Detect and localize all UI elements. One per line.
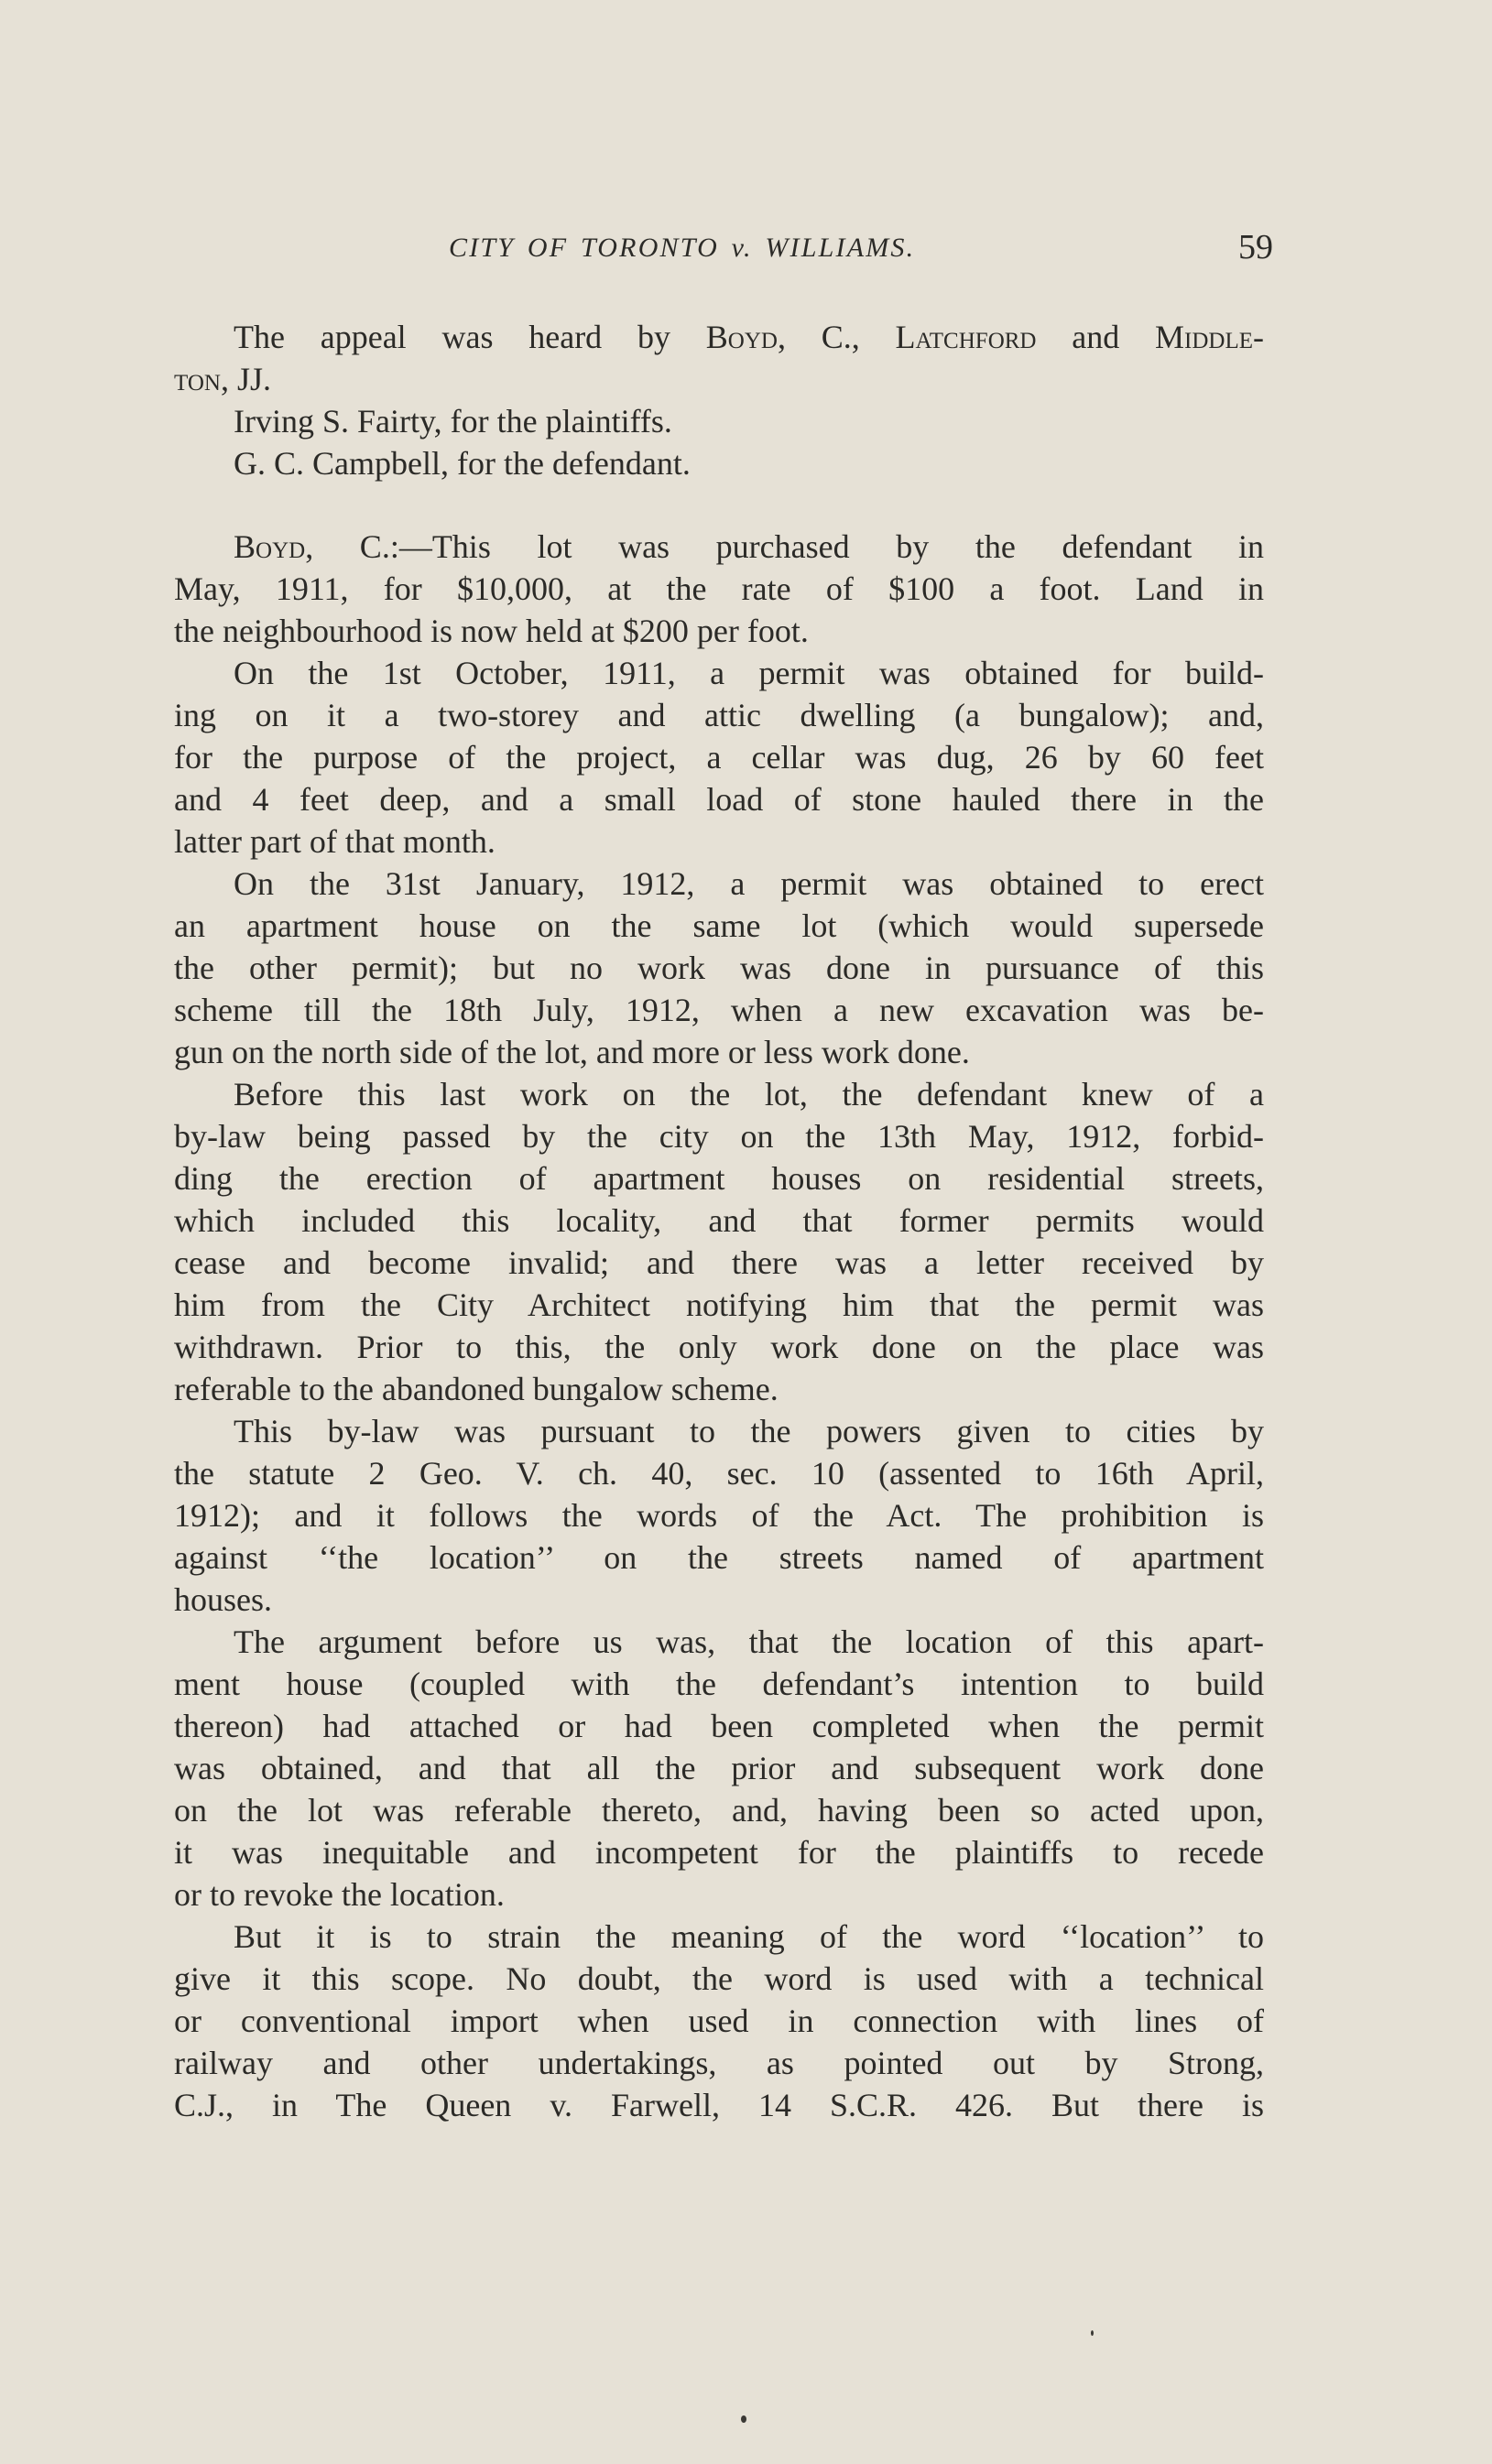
- paragraph-line: On the 31st January, 1912, a permit was obtained to erect: [234, 865, 1264, 902]
- page-number: 59: [1238, 228, 1273, 266]
- paragraph-line: ment house (coupled with the defendant’s intention to build: [174, 1666, 1264, 1702]
- judge-name: Boyd: [705, 319, 778, 355]
- paragraph-line: the other permit); but no work was done in pursuance of this: [174, 950, 1264, 986]
- paragraph-line: ing on it a two-storey and attic dwelling (a bungalow); and,: [174, 697, 1264, 733]
- paragraph-line: or conventional import when used in connection with lines of: [174, 2003, 1264, 2039]
- paragraph-line: latter part of that month.: [174, 823, 496, 860]
- paragraph-line: The argument before us was, that the location of this apart-: [234, 1623, 1264, 1660]
- paragraph-line: was obtained, and that all the prior and subsequent work done: [174, 1750, 1264, 1786]
- paragraph-line: On the 1st October, 1911, a permit was obtained for build-: [234, 655, 1264, 691]
- ink-speck: [1091, 2330, 1094, 2336]
- paragraph-line: give it this scope. No doubt, the word is used with a technical: [174, 1960, 1264, 1997]
- judge-name: ton: [174, 361, 221, 397]
- ink-speck: [741, 2415, 746, 2423]
- page-header: [174, 227, 1273, 282]
- paragraph-line: the neighbourhood is now held at $200 per foot.: [174, 613, 809, 649]
- paragraph-line: which included this locality, and that former permits would: [174, 1202, 1264, 1239]
- judge-name: Latchford: [895, 319, 1037, 355]
- judge-name: Boyd: [234, 528, 306, 565]
- counsel-defendant: G. C. Campbell, for the defendant.: [234, 445, 691, 482]
- paragraph-line: an apartment house on the same lot (which would supersede: [174, 907, 1264, 944]
- paragraph-line: May, 1911, for $10,000, at the rate of $100 a foot. Land in: [174, 570, 1264, 607]
- paragraph-line: or to revoke the location.: [174, 1876, 505, 1913]
- paragraph-line: on the lot was referable thereto, and, having been so acted upon,: [174, 1792, 1264, 1829]
- paragraph-line: withdrawn. Prior to this, the only work done on the place was: [174, 1329, 1264, 1365]
- running-title: CITY OF TORONTO v. WILLIAMS.: [449, 233, 916, 263]
- paragraph-line: scheme till the 18th July, 1912, when a new excavation was be-: [174, 992, 1264, 1028]
- paragraph-line: 1912); and it follows the words of the Act. The prohibition is: [174, 1497, 1264, 1534]
- paragraph-line: [174, 526, 1264, 568]
- text-run: , JJ.: [220, 361, 271, 397]
- counsel-plaintiffs: Irving S. Fairty, for the plaintiffs.: [234, 403, 672, 440]
- paragraph-line: cease and become invalid; and there was a letter received by: [174, 1244, 1264, 1281]
- text-run: and: [1036, 319, 1156, 355]
- paragraph-line: gun on the north side of the lot, and more or less work done.: [174, 1034, 970, 1070]
- text-run: , C.:—This lot was purchased by the defendant in: [305, 528, 1264, 565]
- text-run: The appeal was heard by: [234, 319, 706, 355]
- paragraph-line: referable to the abandoned bungalow scheme.: [174, 1371, 779, 1407]
- paragraph-line: thereon) had attached or had been completed when the permit: [174, 1708, 1264, 1744]
- paragraph-line: But it is to strain the meaning of the word ‘‘location’’ to: [234, 1918, 1264, 1955]
- paragraph-line: ding the erection of apartment houses on residential streets,: [174, 1160, 1264, 1197]
- paragraph-line: for the purpose of the project, a cellar was dug, 26 by 60 feet: [174, 739, 1264, 776]
- paragraph-line: [174, 316, 1264, 358]
- paragraph-line: it was inequitable and incompetent for the plaintiffs to recede: [174, 1834, 1264, 1871]
- paragraph-line: Before this last work on the lot, the defendant knew of a: [234, 1076, 1264, 1113]
- paragraph-line: against ‘‘the location’’ on the streets named of apartment: [174, 1539, 1264, 1576]
- paragraph-line: him from the City Architect notifying him that the permit was: [174, 1286, 1264, 1323]
- paragraph-line: [174, 358, 1264, 400]
- text-run: , C.,: [777, 319, 896, 355]
- paragraph-line: and 4 feet deep, and a small load of stone hauled there in the: [174, 781, 1264, 818]
- paragraph-line: the statute 2 Geo. V. ch. 40, sec. 10 (assented to 16th April,: [174, 1455, 1264, 1492]
- judge-name: Middle-: [1155, 319, 1264, 355]
- paragraph-line: C.J., in The Queen v. Farwell, 14 S.C.R. 426. But there is: [174, 2087, 1264, 2123]
- paragraph-line: houses.: [174, 1581, 272, 1618]
- paragraph-line: This by-law was pursuant to the powers given to cities by: [234, 1413, 1264, 1449]
- paragraph-line: by-law being passed by the city on the 13th May, 1912, forbid-: [174, 1118, 1264, 1155]
- body-text: [174, 316, 1264, 2126]
- paragraph-line: railway and other undertakings, as pointed out by Strong,: [174, 2045, 1264, 2081]
